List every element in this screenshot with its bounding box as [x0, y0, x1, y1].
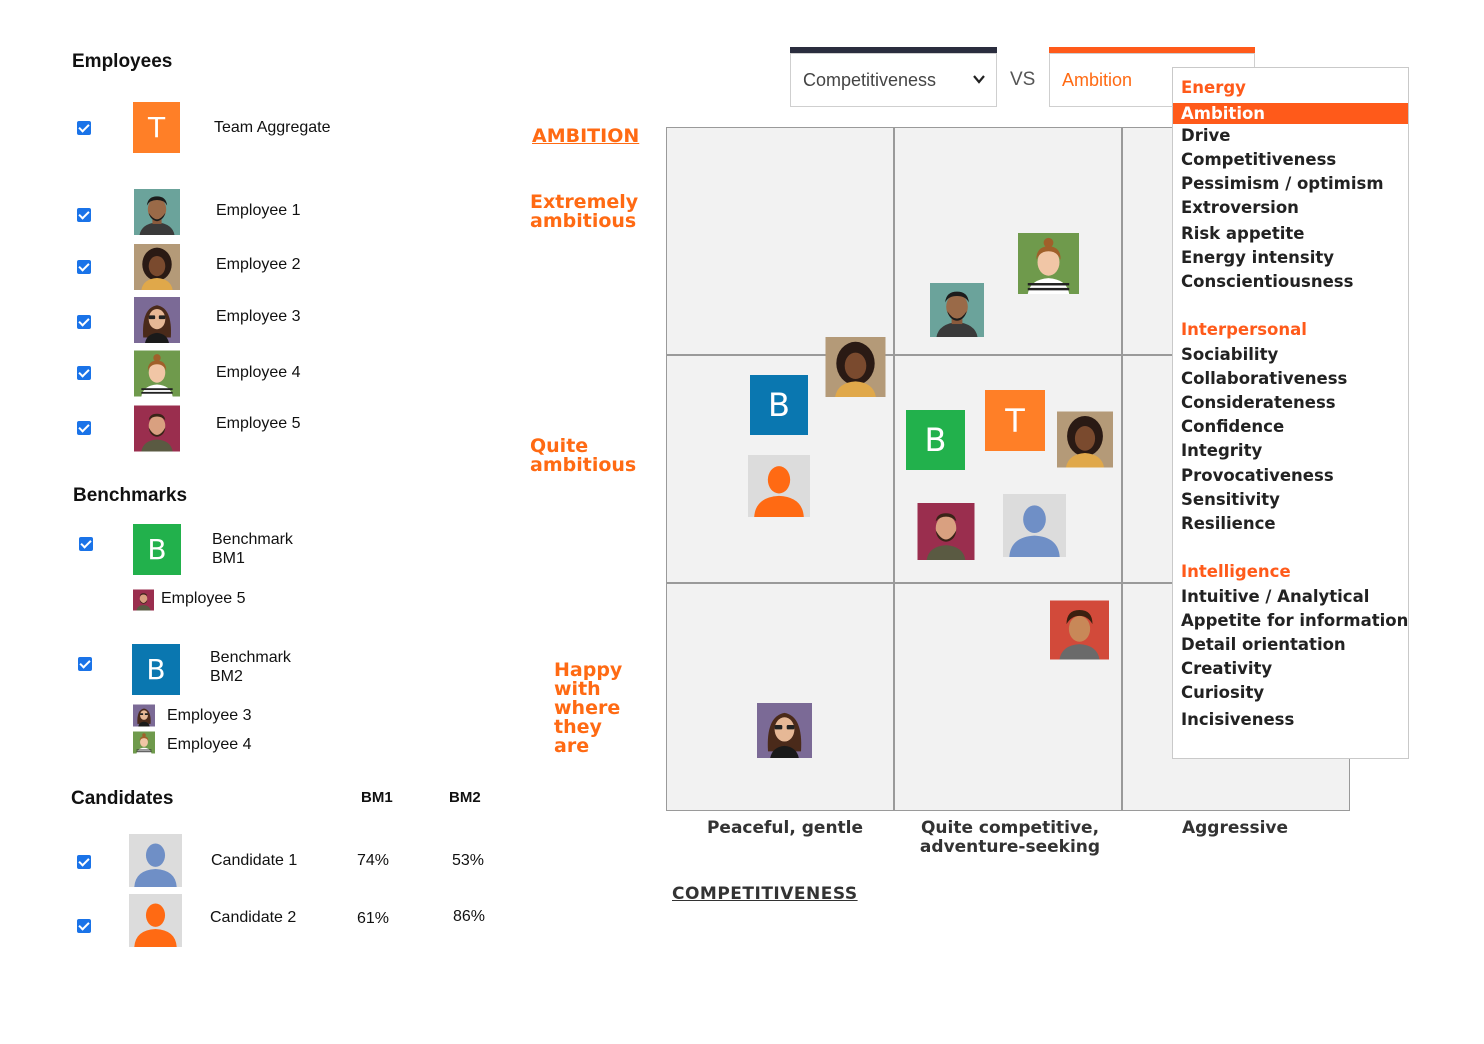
candidate-1-bm1: 74% — [357, 852, 390, 869]
bm1-member-employee-5-label: Employee 5 — [161, 590, 246, 607]
dropdown-option-sensitivity[interactable]: Sensitivity — [1181, 490, 1280, 509]
marker-employee-2-a[interactable] — [825, 337, 886, 397]
x-axis-title: COMPETITIVENESS — [672, 884, 858, 904]
dropdown-group-energy: Energy — [1181, 78, 1246, 97]
candidates-col-bm1: BM1 — [361, 789, 393, 806]
candidate-2-bm2: 86% — [453, 908, 486, 925]
dropdown-group-intelligence: Intelligence — [1181, 562, 1291, 581]
dropdown-option-curiosity[interactable]: Curiosity — [1181, 683, 1265, 702]
bm2-member-employee-4-avatar — [133, 731, 155, 754]
candidate-2-checkbox[interactable] — [77, 919, 91, 933]
candidate-2-bm1: 61% — [357, 910, 390, 927]
employee-3-checkbox[interactable] — [77, 315, 91, 329]
candidate-1-checkbox[interactable] — [77, 855, 91, 869]
chevron-down-icon — [972, 70, 986, 91]
y-level-high: Extremely ambitious — [530, 191, 639, 232]
bm2-member-employee-3-label: Employee 3 — [167, 707, 252, 724]
benchmark-bm2-tile: B — [132, 644, 180, 695]
benchmark-bm1-label — [212, 530, 293, 568]
y-level-low: Happy with where they are — [554, 659, 623, 757]
benchmark-bm2-label-line2: BM2 — [210, 668, 243, 685]
dropdown-group-interpersonal: Interpersonal — [1181, 320, 1307, 339]
x-axis-select-value: Competitiveness — [803, 69, 937, 90]
marker-candidate-1[interactable] — [1003, 494, 1066, 557]
employee-5-avatar — [134, 404, 180, 453]
marker-benchmark-bm2[interactable]: B — [750, 375, 808, 435]
dropdown-option-drive[interactable]: Drive — [1181, 126, 1231, 145]
marker-employee-3[interactable] — [757, 702, 812, 759]
metric-dropdown-list[interactable] — [1172, 67, 1409, 759]
marker-benchmark-bm1[interactable]: B — [906, 410, 965, 470]
bm1-member-employee-5-avatar — [133, 589, 154, 611]
x-level-mid: Quite competitive, adventure-seeking — [919, 818, 1101, 857]
y-level-mid: Quite ambitious — [530, 435, 637, 476]
benchmark-bm1-checkbox[interactable] — [79, 537, 93, 551]
dropdown-option-risk-appetite[interactable]: Risk appetite — [1181, 224, 1305, 243]
bm2-member-employee-4-label: Employee 4 — [167, 736, 252, 753]
dropdown-option-considerateness[interactable]: Considerateness — [1181, 393, 1336, 412]
bm2-member-employee-3-avatar — [133, 704, 155, 727]
benchmark-bm2-checkbox[interactable] — [78, 657, 92, 671]
dropdown-option-extroversion[interactable]: Extroversion — [1181, 198, 1299, 217]
employee-1-label: Employee 1 — [216, 202, 301, 219]
benchmark-bm2-label-line1: Benchmark — [210, 649, 291, 666]
dropdown-option-sociability[interactable]: Sociability — [1181, 345, 1279, 364]
team-aggregate-label: Team Aggregate — [214, 119, 331, 136]
employee-1-checkbox[interactable] — [77, 208, 91, 222]
dropdown-option-creativity[interactable]: Creativity — [1181, 659, 1273, 678]
dropdown-option-collaborativeness[interactable]: Collaborativeness — [1181, 369, 1348, 388]
employee-3-label: Employee 3 — [216, 308, 301, 325]
marker-employee-2[interactable] — [1057, 409, 1113, 470]
employee-4-checkbox[interactable] — [77, 366, 91, 380]
y-axis-title: AMBITION — [532, 125, 640, 147]
dropdown-option-detail-orientation[interactable]: Detail orientation — [1181, 635, 1346, 654]
dropdown-option-confidence[interactable]: Confidence — [1181, 417, 1285, 436]
employees-heading: Employees — [72, 51, 173, 72]
y-axis-select-value: Ambition — [1062, 70, 1133, 90]
employee-1-avatar — [134, 187, 180, 237]
employee-3-avatar — [134, 296, 180, 344]
dropdown-option-pessimism-optimism[interactable]: Pessimism / optimism — [1181, 174, 1384, 193]
dropdown-option-provocativeness[interactable]: Provocativeness — [1181, 466, 1334, 485]
dropdown-option-ambition[interactable]: Ambition — [1173, 103, 1408, 124]
x-level-low: Peaceful, gentle — [706, 818, 864, 838]
dropdown-option-intuitive-analytical[interactable]: Intuitive / Analytical — [1181, 587, 1370, 606]
candidate-1-label: Candidate 1 — [211, 852, 298, 869]
dropdown-option-incisiveness[interactable]: Incisiveness — [1181, 710, 1295, 729]
candidate-1-avatar — [129, 834, 182, 887]
marker-candidate-2[interactable] — [748, 455, 810, 517]
employee-2-checkbox[interactable] — [77, 260, 91, 274]
candidate-1-bm2: 53% — [452, 852, 485, 869]
employee-2-avatar — [134, 242, 180, 292]
employee-5-label: Employee 5 — [216, 415, 301, 432]
marker-extra-person[interactable] — [1050, 600, 1109, 660]
team-aggregate-tile: T — [133, 102, 180, 153]
candidates-col-bm2: BM2 — [449, 789, 481, 806]
x-level-high: Aggressive — [1181, 818, 1289, 838]
dropdown-option-competitiveness[interactable]: Competitiveness — [1181, 150, 1337, 169]
dropdown-option-appetite-for-information[interactable]: Appetite for information — [1181, 611, 1409, 630]
benchmarks-heading: Benchmarks — [73, 485, 188, 506]
grid-line-v1 — [893, 128, 895, 810]
team-aggregate-checkbox[interactable] — [77, 121, 91, 135]
candidate-2-label: Candidate 2 — [210, 909, 297, 926]
candidates-heading: Candidates — [71, 788, 174, 809]
grid-line-v2 — [1121, 128, 1123, 810]
marker-employee-1[interactable] — [930, 280, 984, 340]
marker-employee-4[interactable] — [1018, 233, 1079, 294]
benchmark-bm1-label-line1: Benchmark — [212, 531, 293, 548]
candidate-2-avatar — [129, 894, 182, 947]
employee-5-checkbox[interactable] — [77, 421, 91, 435]
employee-4-avatar — [134, 349, 180, 398]
employee-4-label: Employee 4 — [216, 364, 301, 381]
x-axis-select[interactable] — [790, 53, 997, 107]
benchmark-bm2-label — [210, 648, 291, 686]
dropdown-option-integrity[interactable]: Integrity — [1181, 441, 1263, 460]
benchmark-bm1-label-line2: BM1 — [212, 550, 245, 567]
employee-2-label: Employee 2 — [216, 256, 301, 273]
marker-employee-5[interactable] — [916, 503, 976, 560]
dropdown-option-resilience[interactable]: Resilience — [1181, 514, 1276, 533]
dropdown-option-energy-intensity[interactable]: Energy intensity — [1181, 248, 1335, 267]
marker-team-aggregate[interactable]: T — [985, 390, 1045, 451]
vs-label: VS — [1010, 69, 1036, 90]
benchmark-bm1-tile: B — [133, 524, 181, 575]
dropdown-option-conscientiousness[interactable]: Conscientiousness — [1181, 272, 1354, 291]
